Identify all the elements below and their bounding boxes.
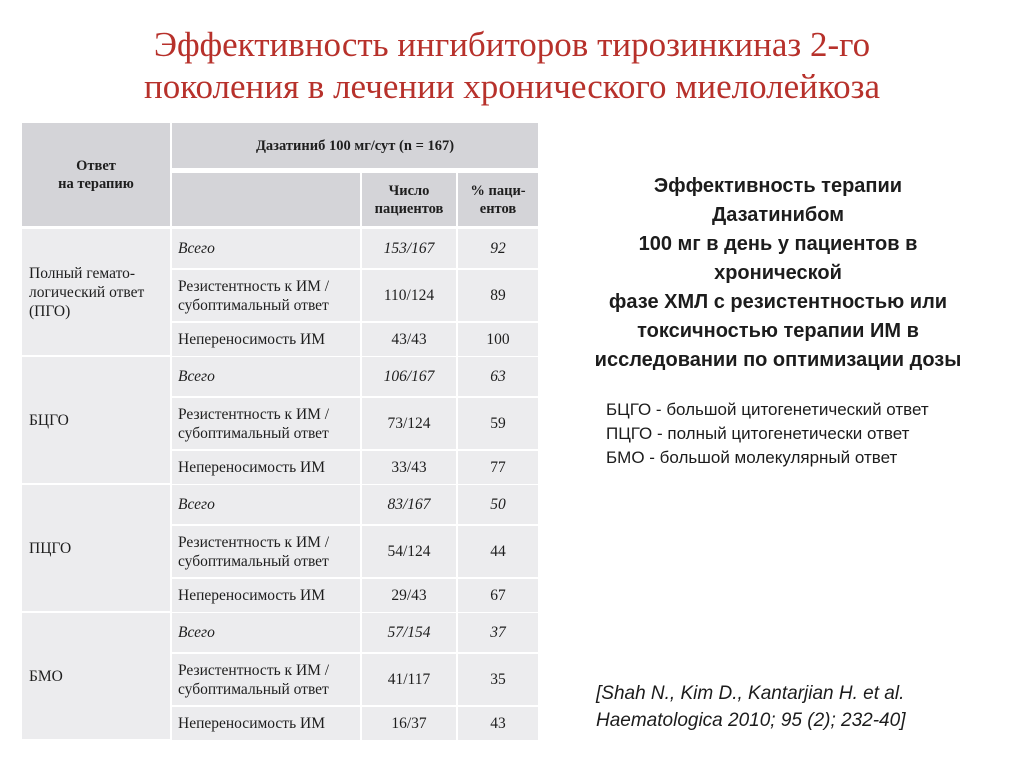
percent-value: 43 — [458, 707, 538, 740]
percent-value: 67 — [458, 579, 538, 612]
subgroup-label: Резистентность к ИМ / субоптимальный ответ — [172, 398, 360, 449]
heading-line: фазе ХМЛ с резистентностью или — [608, 291, 948, 313]
percent-value: 35 — [458, 654, 538, 705]
header-response: Ответ на терапию — [22, 123, 170, 226]
patients-count: 33/43 — [362, 451, 456, 484]
patients-count: 153/167 — [362, 229, 456, 268]
subgroup-label: Резистентность к ИМ / субоптимальный ответ — [172, 270, 360, 321]
subgroup-label: Всего — [172, 485, 360, 524]
heading-line: Эффективность терапии — [653, 175, 903, 197]
percent-value: 77 — [458, 451, 538, 484]
patients-count: 16/37 — [362, 707, 456, 740]
patients-count: 106/167 — [362, 357, 456, 396]
header-patients: Число пациентов — [362, 173, 456, 226]
percent-value: 37 — [458, 613, 538, 652]
abbreviations-legend — [606, 398, 929, 470]
percent-value: 92 — [458, 229, 538, 268]
heading-line: Дазатинибом — [712, 204, 844, 226]
patients-count: 54/124 — [362, 526, 456, 577]
patients-count: 41/117 — [362, 654, 456, 705]
patients-count: 83/167 — [362, 485, 456, 524]
subgroup-label: Непереносимость ИМ — [172, 707, 360, 740]
reference-line: Haematologica 2010; 95 (2); 232-40] — [596, 710, 906, 731]
patients-count: 43/43 — [362, 323, 456, 356]
subgroup-label: Всего — [172, 613, 360, 652]
patients-count: 29/43 — [362, 579, 456, 612]
header-empty — [172, 173, 360, 226]
heading-line: токсичностью терапии ИМ в — [637, 320, 919, 342]
patients-count: 57/154 — [362, 613, 456, 652]
percent-value: 44 — [458, 526, 538, 577]
response-group-label: ПЦГО — [22, 485, 170, 611]
percent-value: 50 — [458, 485, 538, 524]
subgroup-label: Всего — [172, 357, 360, 396]
slide-title — [0, 24, 1024, 108]
patients-count: 110/124 — [362, 270, 456, 321]
subgroup-label: Всего — [172, 229, 360, 268]
subgroup-label: Непереносимость ИМ — [172, 323, 360, 356]
title-line-2: поколения в лечении хронического миелолейкоза — [144, 67, 880, 106]
percent-value: 63 — [458, 357, 538, 396]
response-group-label: Полный гемато- логический ответ (ПГО) — [22, 229, 170, 355]
reference-line: [Shah N., Kim D., Kantarjian H. et al. — [596, 683, 905, 704]
subgroup-label: Непереносимость ИМ — [172, 451, 360, 484]
header-drug: Дазатиниб 100 мг/сут (n = 167) — [172, 123, 538, 168]
percent-value: 59 — [458, 398, 538, 449]
subgroup-label: Резистентность к ИМ / субоптимальный ответ — [172, 654, 360, 705]
abbreviation-item: ПЦГО - полный цитогенетически ответ — [606, 424, 910, 443]
response-group-label: БЦГО — [22, 357, 170, 483]
heading-line: 100 мг в день у пациентов в — [638, 233, 918, 255]
abbreviation-item: БМО - большой молекулярный ответ — [606, 448, 898, 467]
abbreviation-item: БЦГО - большой цитогенетический ответ — [606, 400, 929, 419]
literature-reference — [596, 680, 905, 734]
percent-value: 100 — [458, 323, 538, 356]
percent-value: 89 — [458, 270, 538, 321]
subgroup-label: Резистентность к ИМ / субоптимальный ответ — [172, 526, 360, 577]
title-line-1: Эффективность ингибиторов тирозинкиназ 2-го — [153, 25, 871, 64]
heading-line: хронической — [714, 262, 842, 284]
subgroup-label: Непереносимость ИМ — [172, 579, 360, 612]
patients-count: 73/124 — [362, 398, 456, 449]
therapy-description — [548, 172, 1008, 375]
header-percent: % паци- ентов — [458, 173, 538, 226]
heading-line: исследовании по оптимизации дозы — [594, 349, 962, 371]
response-group-label: БМО — [22, 613, 170, 739]
efficacy-table — [22, 123, 538, 740]
